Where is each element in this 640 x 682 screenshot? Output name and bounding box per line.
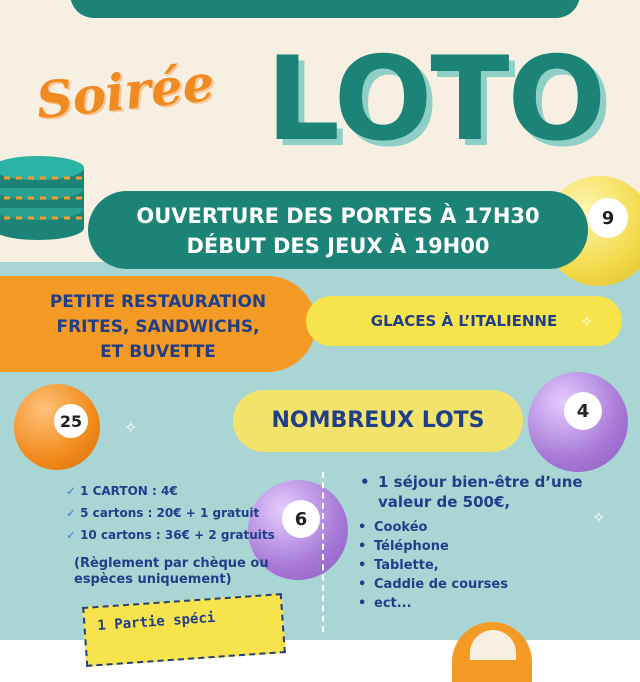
bingo-ball-4 xyxy=(528,372,628,472)
check-icon: ✓ xyxy=(66,528,77,542)
ball-number: 4 xyxy=(564,392,602,430)
main-prize: • 1 séjour bien-être d’une valeur de 500€, xyxy=(358,472,583,512)
payment-note: (Règlement par chèque ou espèces uniquement) xyxy=(74,556,269,587)
food-line-1: PETITE RESTAURATION xyxy=(49,292,267,312)
ice-cream-pill xyxy=(306,296,622,346)
prizes-title-pill xyxy=(233,390,523,452)
prize-item: • Caddie de courses xyxy=(358,575,583,594)
ice-cream-text: GLACES À L’ITALIENNE xyxy=(370,312,558,330)
ball-number: 9 xyxy=(588,198,628,238)
sparkle-icon: ✧ xyxy=(580,312,594,331)
check-icon: ✓ xyxy=(66,484,77,498)
bingo-ball-25 xyxy=(14,384,100,470)
ticket-text: 1 Partie spéci xyxy=(96,609,216,635)
ball-number: 25 xyxy=(54,404,88,438)
ball-number: 6 xyxy=(282,500,320,538)
prizes-title: NOMBREUX LOTS xyxy=(271,408,485,433)
coin-stack-icon xyxy=(0,142,90,242)
price-row: ✓ 10 cartons : 36€ + 2 gratuits xyxy=(66,528,275,542)
loto-title: LOTO xyxy=(266,32,605,167)
food-line-2: FRITES, SANDWICHS, xyxy=(56,317,260,337)
price-row: ✓ 5 cartons : 20€ + 1 gratuit xyxy=(66,506,260,520)
venue-banner xyxy=(70,0,580,18)
section-divider xyxy=(322,472,324,632)
opening-hours-pill xyxy=(88,191,588,269)
sparkle-icon: ✧ xyxy=(592,508,606,527)
prize-item: • Cookéo xyxy=(358,518,583,537)
games-start-text: DÉBUT DES JEUX À 19H00 xyxy=(186,234,490,258)
prize-item: • Tablette, xyxy=(358,556,583,575)
prize-list xyxy=(358,472,583,613)
prize-item: • ect... xyxy=(358,594,583,613)
check-icon: ✓ xyxy=(66,506,77,520)
food-pill xyxy=(0,276,316,372)
food-line-3: ET BUVETTE xyxy=(100,342,216,362)
opening-doors-text: OUVERTURE DES PORTES À 17H30 xyxy=(136,204,540,228)
soiree-script-title: Soirée xyxy=(33,52,218,131)
prize-item: • Téléphone xyxy=(358,537,583,556)
price-list xyxy=(66,484,275,550)
price-row: ✓ 1 CARTON : 4€ xyxy=(66,484,178,498)
special-game-ticket xyxy=(82,593,286,667)
sparkle-icon: ✧ xyxy=(124,418,138,437)
